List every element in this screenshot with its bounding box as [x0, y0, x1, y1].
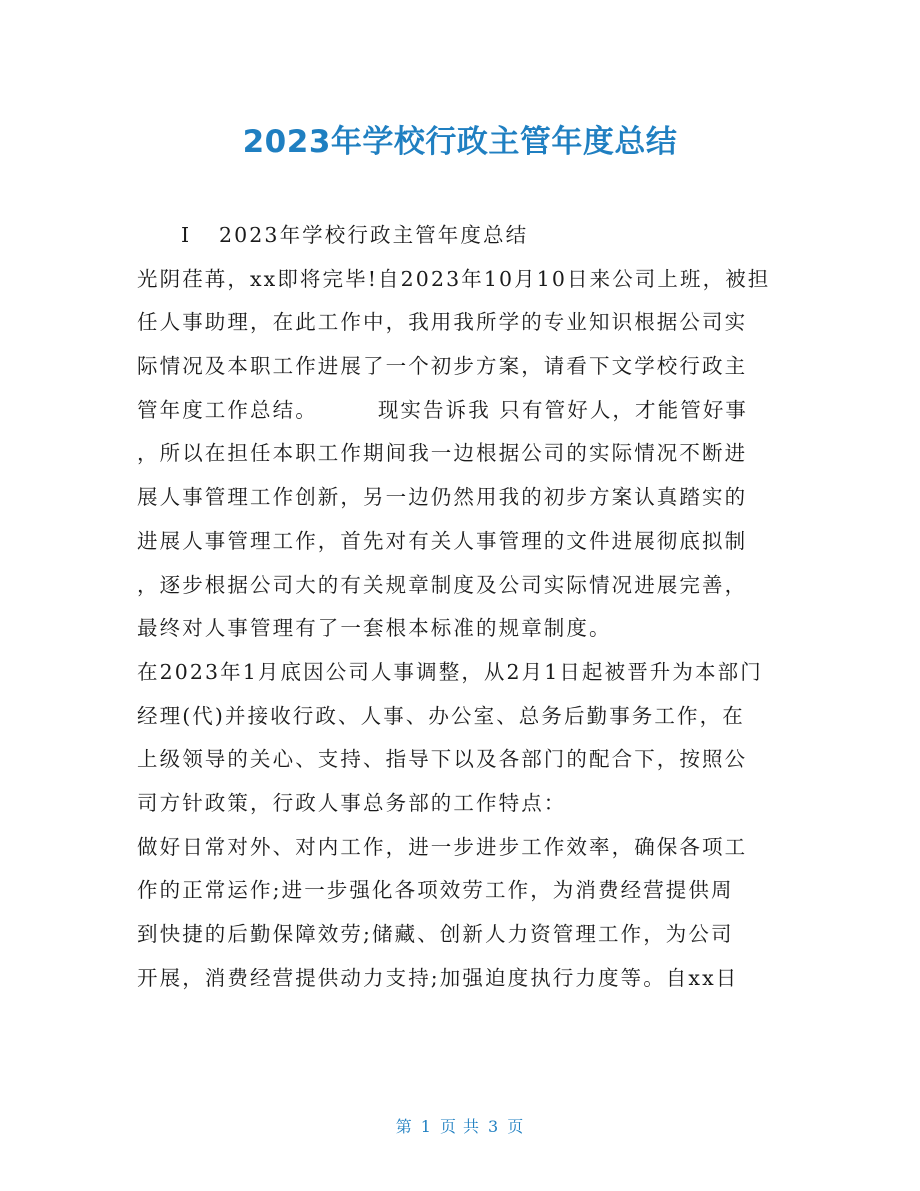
subheading-text: 2023年学校行政主管年度总结 — [219, 223, 529, 247]
body-line: ，所以在担任本职工作期间我一边根据公司的实际情况不断进 — [137, 441, 748, 466]
body-line — [137, 389, 787, 433]
body-line: 进展人事管理工作，首先对有关人事管理的文件进展彻底拟制 — [137, 528, 748, 553]
body-line: 作的正常运作;进一步强化各项效劳工作，为消费经营提供周 — [137, 878, 734, 903]
body-line-start: 管年度工作总结。 — [137, 397, 318, 422]
body-line: 际情况及本职工作进展了一个初步方案，请看下文学校行政主 — [137, 354, 748, 379]
document-body — [137, 214, 787, 1000]
page-footer — [0, 1114, 920, 1137]
page-suffix: 页 — [507, 1117, 525, 1136]
subheading-marker: I — [181, 223, 192, 247]
page-mid: 页 共 — [439, 1117, 481, 1136]
body-line: 光阴荏苒，xx即将完毕!自2023年10月10日来公司上班，被担 — [137, 266, 771, 291]
body-line: 展人事管理工作创新，另一边仍然用我的初步方案认真踏实的 — [137, 485, 748, 510]
document-title: 2023年学校行政主管年度总结 — [242, 124, 678, 160]
subheading — [137, 214, 787, 258]
body-line: 开展，消费经营提供动力支持;加强迫度执行力度等。自xx日 — [137, 965, 739, 990]
body-line: 经理(代)并接收行政、人事、办公室、总务后勤事务工作，在 — [137, 703, 745, 728]
body-line: 最终对人事管理有了一套根本标准的规章制度。 — [137, 616, 612, 641]
body-line-continuation: 现实告诉我 只有管好人，才能管好事 — [377, 397, 749, 422]
total-pages-number: 3 — [488, 1117, 500, 1136]
body-line: 做好日常对外、对内工作，进一步进步工作效率，确保各项工 — [137, 834, 748, 859]
body-line: 上级领导的关心、支持、指导下以及各部门的配合下，按照公 — [137, 747, 748, 772]
body-line: 司方针政策，行政人事总务部的工作特点： — [137, 790, 567, 815]
body-line: 在2023年1月底因公司人事调整，从2月1日起被晋升为本部门 — [137, 659, 763, 684]
body-line: 到快捷的后勤保障效劳;储藏、创新人力资管理工作，为公司 — [137, 922, 734, 946]
body-line: 任人事助理，在此工作中，我用我所学的专业知识根据公司实 — [137, 310, 748, 335]
current-page-number: 1 — [420, 1117, 432, 1136]
body-line: ，逐步根据公司大的有关规章制度及公司实际情况进展完善， — [137, 572, 748, 597]
page-prefix: 第 — [395, 1117, 413, 1136]
